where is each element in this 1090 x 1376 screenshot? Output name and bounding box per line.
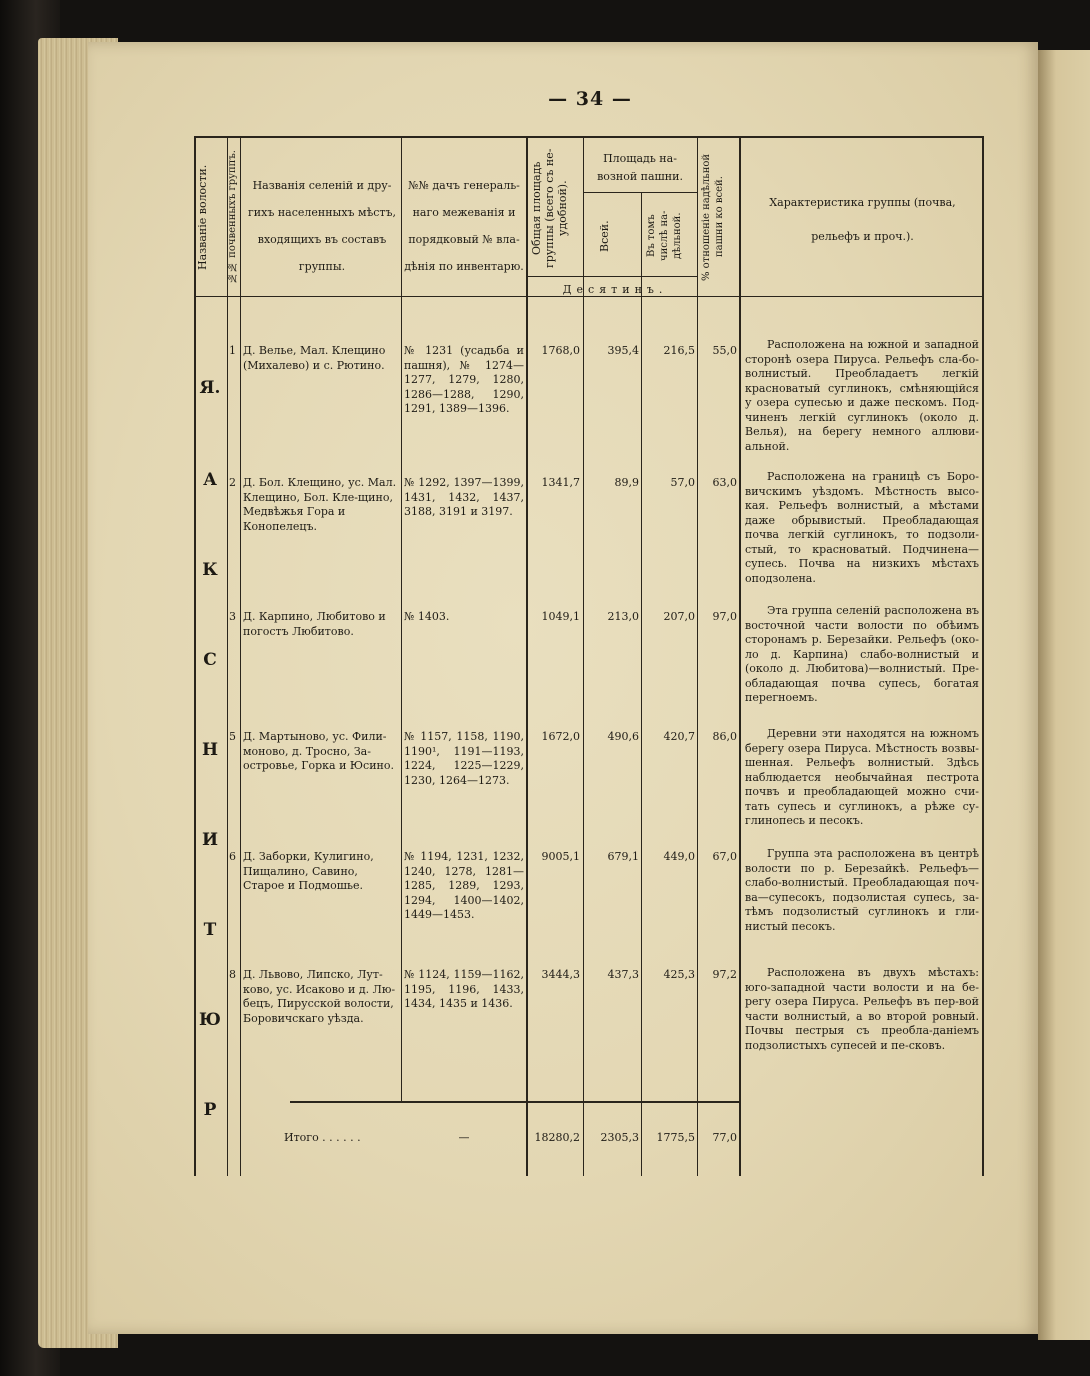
column-line [526,136,528,1176]
characteristic-cell: Расположена въ двухъ мѣстахъ: юго-западной части волости и на бе-регу озера Пируса. Рельефъ въ пер-вой части волнистый, а во второй ровный. Почвы пестрыя съ преобла-даніемъ подзолистыхъ супесей и пе-сковъ. [745,966,979,1052]
total-line [290,1101,740,1103]
characteristic-cell: Деревни эти находятся на южномъ берегу озера Пируса. Мѣстность возвы-шенная. Рельефъ волнистый. Здѣсь наблюдается необычайная пестрота почвъ и преобладающей можно счи-тать супесь и суглинокъ, а рѣже су-глинопесь и песокъ. [745,727,979,827]
dachas-cell: № 1124, 1159—1162, 1195, 1196, 1433, 1434, 1435 и 1436. [404,968,524,1010]
group-number: 3 [229,610,236,623]
characteristic-cell: Эта группа селеній расположена въ восточной части волости по обѣимъ сторонамъ р. Березайки. Рельефъ (око-ло д. Карпина) слабо-волнистый и (около д. Любитова)—волнистый. Пре-обладающая почва супесь, богатая перегноемъ. [745,604,979,704]
header-total-area: Общая площадь группы (всего съ не-удобной). [530,148,569,268]
arable-cell: 89,9 [614,476,639,489]
header-volost: Названіе волости. [196,164,209,270]
total-label: Итого . . . . . . [284,1131,361,1144]
dachas-cell: № 1157, 1158, 1190, 1190¹, 1191—1193, 1224, 1225—1229, 1230, 1264—1273. [404,730,524,787]
header-arable-allotment: Въ томъ числѣ на-дѣльной. [646,210,683,262]
allotment-cell: 449,0 [663,850,695,863]
characteristic-cell: Группа эта расположена въ центрѣ волости по р. Березайкѣ. Рельефъ— слабо-волнистый. Преобладающая поч-ва—супесокъ, подзолистая супесь, за-тѣмъ подзолистый суглинокъ и гли-нистый песокъ. [745,847,979,933]
column-line [401,136,402,1101]
header-unit: Десятинъ. [562,283,668,296]
settlements-cell: Д. Заборки, Кулигино, Пищалино, Савино, Старое и Подмошье. [243,850,374,892]
group-number: 2 [229,476,236,489]
arable-cell: 437,3 [607,968,639,981]
settlements-cell: Д. Бол. Клещино, ус. Мал. Клещино, Бол. Кле-щино, Медвѣжья Гора и Конопелецъ. [243,476,397,533]
volost-letter: С [203,650,217,670]
page-number: — 34 — [548,88,632,110]
dachas-cell: № 1292, 1397—1399, 1431, 1432, 1437, 3188, 3191 и 3197. [404,476,524,518]
group-number: 6 [229,850,236,863]
header-arable-area: Площадь на-возной пашни. [597,152,683,183]
table-right-border [982,136,984,1176]
allotment-cell: 216,5 [663,344,695,357]
header-arable-all: Всей. [598,220,611,252]
column-line [641,192,642,1176]
total-area-cell: 3444,3 [541,968,580,981]
total-allotment-sum: 1775,5 [656,1131,695,1144]
settlements-cell: Д. Карпино, Любитово и погостъ Любитово. [243,610,386,638]
allotment-cell: 207,0 [663,610,695,623]
percent-cell: 97,2 [712,968,737,981]
dachas-cell: № 1231 (усадьба и пашня), № 1274—1277, 1279, 1280, 1286—1288, 1290, 1291, 1389—1396. [404,344,524,415]
volost-letter: Т [203,920,217,940]
header-dachas: №№ дачъ генераль-наго межеванія и порядковый № вла-дѣнія по инвентарю. [404,179,524,273]
header-characteristic: Характеристика группы (почва, рельефъ и проч.). [769,196,956,243]
percent-cell: 97,0 [712,610,737,623]
group-number: 1 [229,344,236,357]
arable-cell: 490,6 [607,730,639,743]
column-line [739,136,741,1176]
percent-cell: 86,0 [712,730,737,743]
arable-cell: 679,1 [607,850,639,863]
subheader-line [583,192,697,193]
column-line [240,136,241,1176]
percent-cell: 55,0 [712,344,737,357]
volost-letter: И [201,830,219,850]
subheader-line [527,276,697,277]
table-top-border [194,136,984,138]
header-settlements: Названія селеній и дру-гихъ населенныхъ мѣстъ, входящихъ въ составъ группы. [248,179,396,273]
total-area-cell: 1672,0 [541,730,580,743]
total-percent: 77,0 [712,1131,737,1144]
dachas-cell: № 1403. [404,610,450,623]
dachas-cell: № 1194, 1231, 1232, 1240, 1278, 1281—1285, 1289, 1293, 1294, 1400—1402, 1449—1453. [404,850,524,921]
allotment-cell: 57,0 [670,476,695,489]
arable-cell: 213,0 [607,610,639,623]
total-area-cell: 1768,0 [541,344,580,357]
volost-letter: К [202,560,218,580]
group-number: 5 [229,730,236,743]
arable-cell: 395,4 [607,344,639,357]
header-group-no: №№ почвенныхъ группъ. [227,150,238,284]
percent-cell: 67,0 [712,850,737,863]
total-dachas: — [458,1131,470,1144]
total-area-cell: 1341,7 [541,476,580,489]
header-bottom-border [194,296,984,297]
volost-letter: Я. [199,378,221,398]
volost-letter: Ю [199,1010,221,1030]
group-number: 8 [229,968,236,981]
percent-cell: 63,0 [712,476,737,489]
volost-letter: А [203,470,217,490]
characteristic-cell: Расположена на южной и западной сторонѣ озера Пируса. Рельефъ сла-бо-волнистый. Преобладаетъ легкій красноватый суглинокъ, смѣняющійся у озера супесью и даже пескомъ. Под-чиненъ легкій суглинокъ (около д. Велья), на берегу немного аллюви-альной. [745,338,979,453]
allotment-cell: 425,3 [663,968,695,981]
settlements-cell: Д. Мартыново, ус. Фили-моново, д. Тросно, За-островье, Горка и Юсино. [243,730,394,772]
characteristic-cell: Расположена на границѣ съ Боро-вичскимъ уѣздомъ. Мѣстность высо-кая. Рельефъ волнистый, а мѣстами даже обрывистый. Преобладающая почва легкій суглинокъ, то подзоли-стый, то красноватый. Подчинена— супесь. Почва на низкихъ мѣстахъ оподзолена. [745,470,979,585]
allotment-cell: 420,7 [663,730,695,743]
total-area-cell: 1049,1 [541,610,580,623]
settlements-cell: Д. Львово, Липско, Лут-ково, ус. Исаково и д. Лю-бецъ, Пирусской волости, Боровичскаго уѣзда. [243,968,396,1025]
volost-letter: Н [201,740,219,760]
settlements-cell: Д. Велье, Мал. Клещино (Михалево) и с. Рютино. [243,344,386,372]
total-area-sum: 18280,2 [534,1131,580,1144]
total-area-cell: 9005,1 [541,850,580,863]
volost-letter: Р [203,1100,217,1120]
header-percent: % отношеніе надѣльной пашни ко всей. [701,153,725,281]
total-arable-sum: 2305,3 [600,1131,639,1144]
